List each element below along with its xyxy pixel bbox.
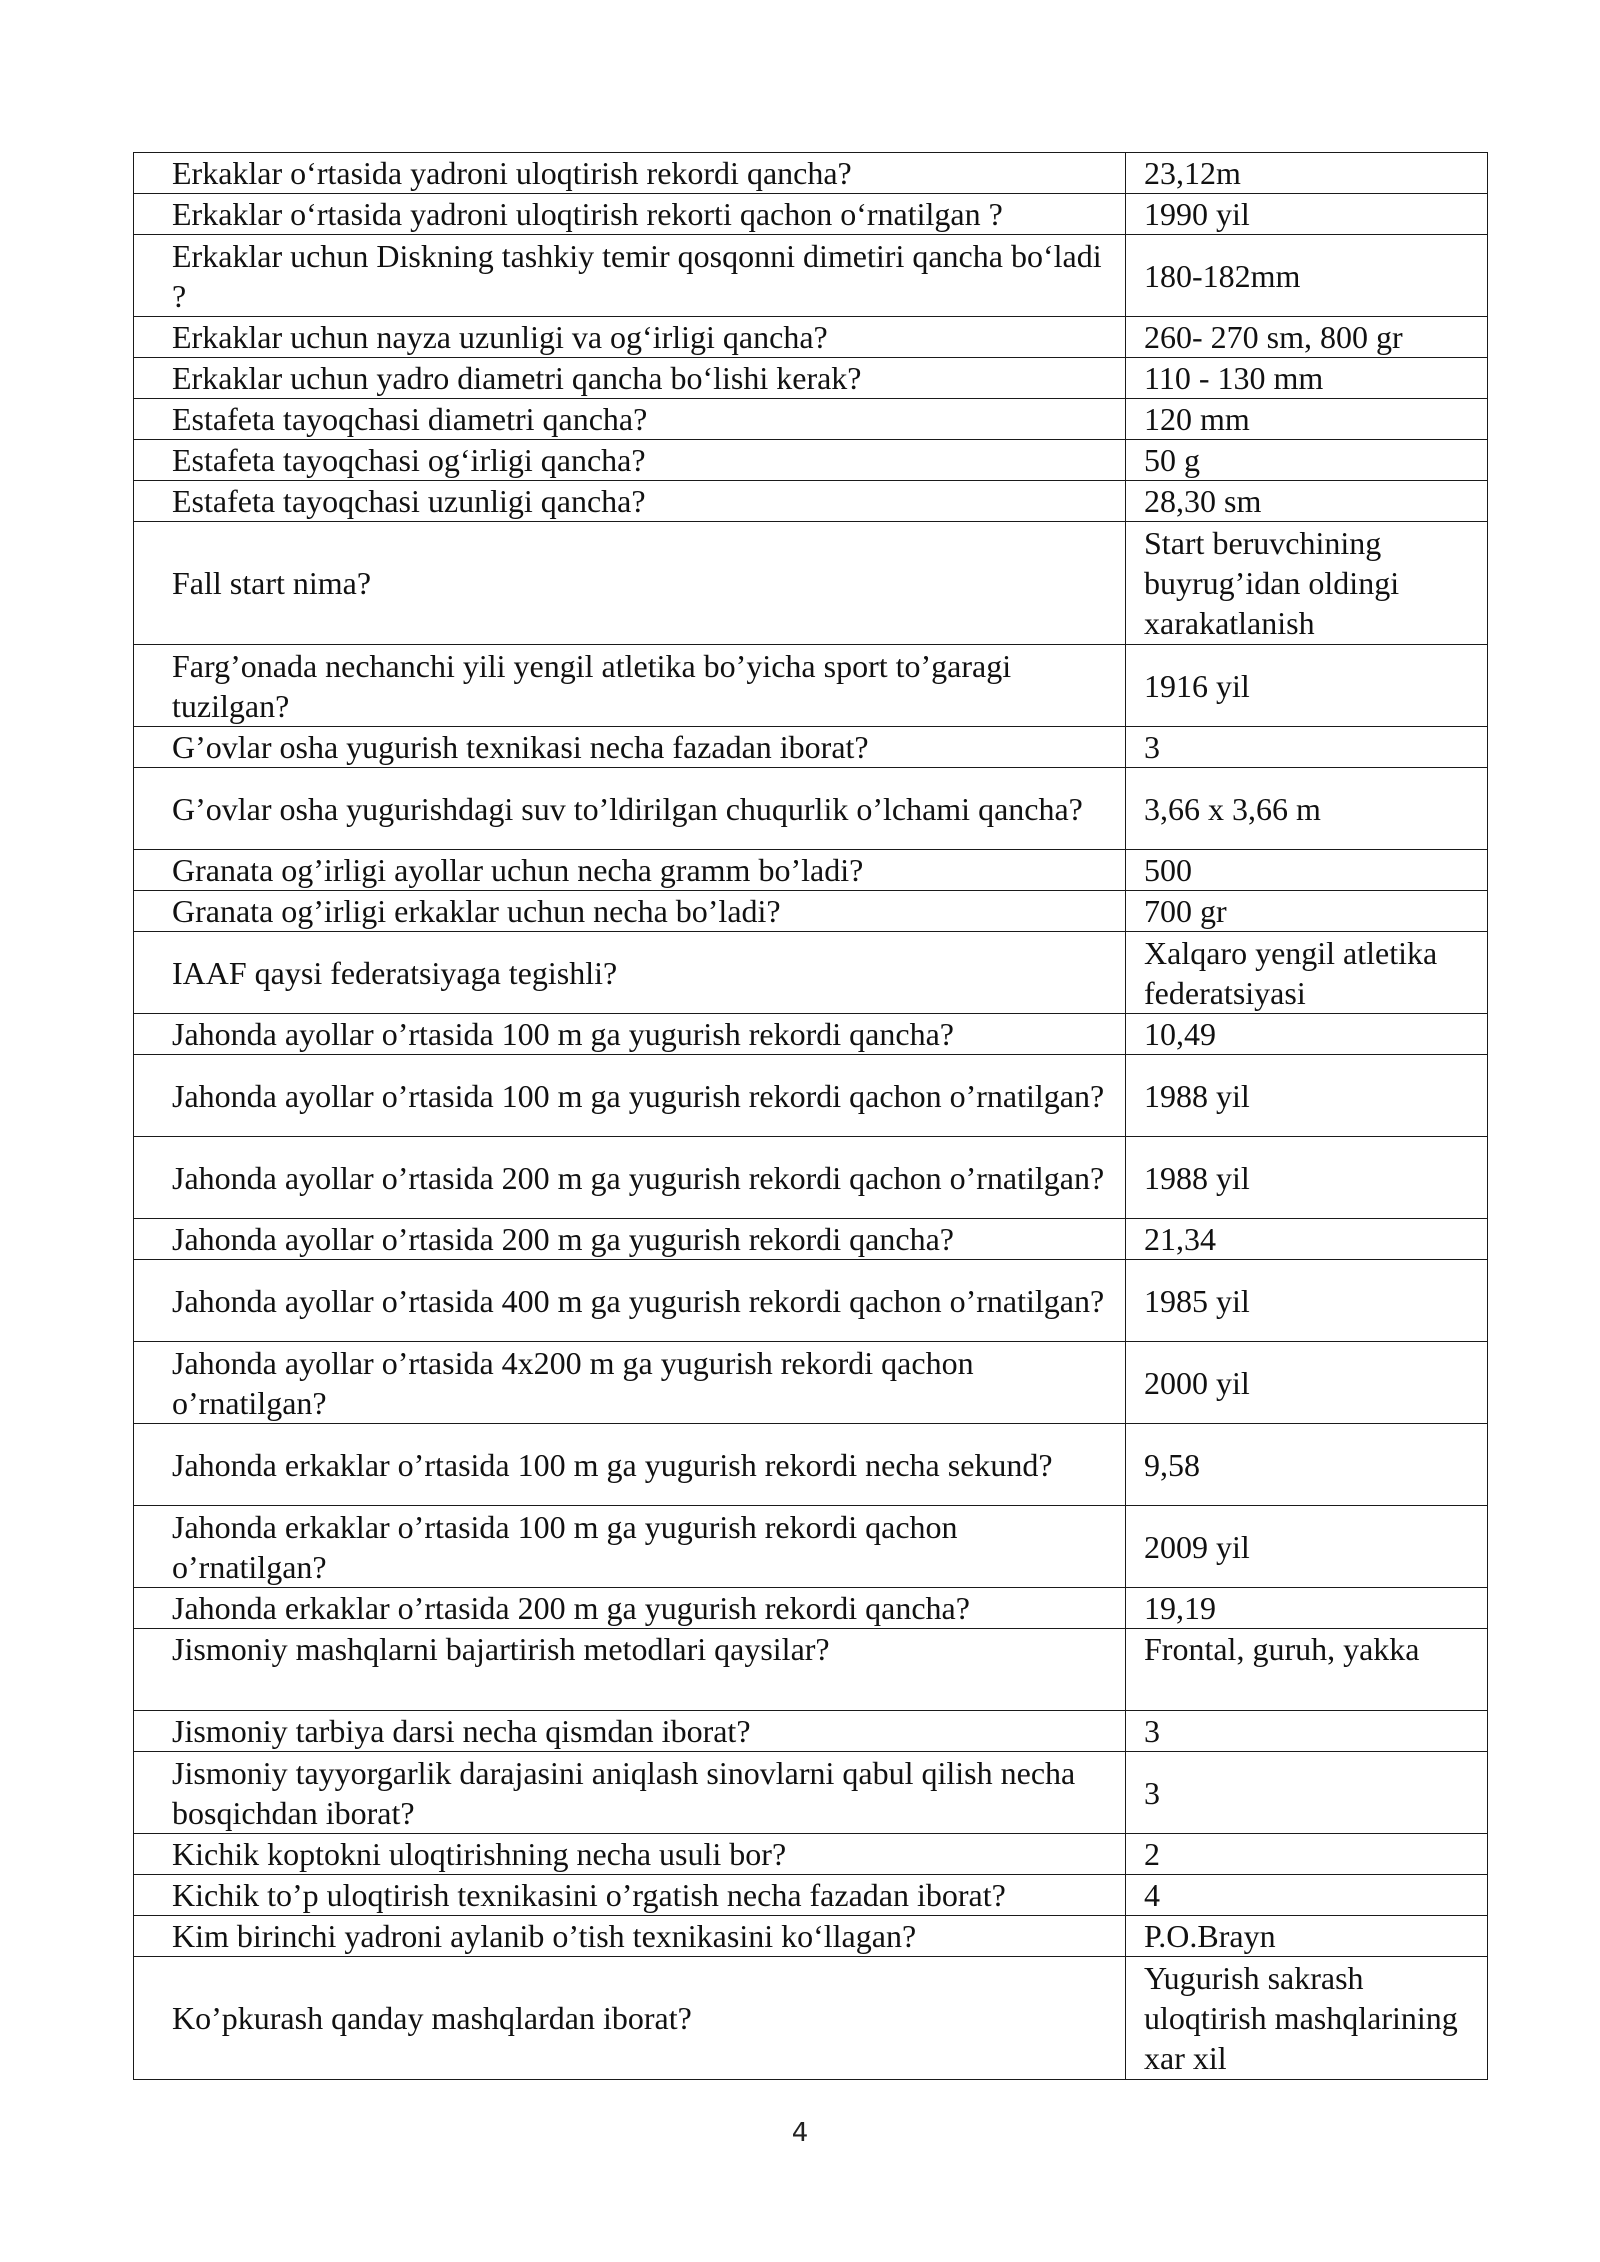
answer-cell: 23,12m xyxy=(1126,153,1488,194)
answer-cell: 4 xyxy=(1126,1875,1488,1916)
question-cell: G’ovlar osha yugurishdagi suv to’ldirilgan chuqurlik o’lchami qancha? xyxy=(134,768,1126,850)
answer-cell: Xalqaro yengil atletika federatsiyasi xyxy=(1126,932,1488,1014)
answer-cell: 28,30 sm xyxy=(1126,481,1488,522)
answer-cell: 50 g xyxy=(1126,440,1488,481)
table-row xyxy=(134,522,1488,645)
table-row xyxy=(134,850,1488,891)
table-row xyxy=(134,481,1488,522)
table-row xyxy=(134,768,1488,850)
answer-cell: 120 mm xyxy=(1126,399,1488,440)
question-cell: Jahonda ayollar o’rtasida 200 m ga yugurish rekordi qancha? xyxy=(134,1219,1126,1260)
table-row xyxy=(134,1055,1488,1137)
table-row xyxy=(134,317,1488,358)
answer-cell: 3 xyxy=(1126,1752,1488,1834)
answer-cell: 10,49 xyxy=(1126,1014,1488,1055)
question-cell: Jahonda ayollar o’rtasida 100 m ga yugurish rekordi qachon o’rnatilgan? xyxy=(134,1055,1126,1137)
answer-cell: Yugurish sakrash uloqtirish mashqlarining xar xil xyxy=(1126,1957,1488,2080)
question-cell: Estafeta tayoqchasi diametri qancha? xyxy=(134,399,1126,440)
question-cell: Granata og’irligi erkaklar uchun necha bo’ladi? xyxy=(134,891,1126,932)
table-row xyxy=(134,153,1488,194)
question-cell: Jahonda ayollar o’rtasida 100 m ga yugurish rekordi qancha? xyxy=(134,1014,1126,1055)
answer-cell: 2 xyxy=(1126,1834,1488,1875)
question-cell: Jahonda ayollar o’rtasida 4x200 m ga yugurish rekordi qachon o’rnatilgan? xyxy=(134,1342,1126,1424)
table-row xyxy=(134,1219,1488,1260)
answer-cell: 1985 yil xyxy=(1126,1260,1488,1342)
question-cell: Granata og’irligi ayollar uchun necha gramm bo’ladi? xyxy=(134,850,1126,891)
question-cell: Erkaklar o‘rtasida yadroni uloqtirish rekorti qachon o‘rnatilgan ? xyxy=(134,194,1126,235)
table-row xyxy=(134,1137,1488,1219)
question-cell: Erkaklar uchun Diskning tashkiy temir qosqonni dimetiri qancha bo‘ladi ? xyxy=(134,235,1126,317)
question-cell: Erkaklar uchun yadro diametri qancha bo‘lishi kerak? xyxy=(134,358,1126,399)
table-row xyxy=(134,1957,1488,2080)
question-cell: Kichik to’p uloqtirish texnikasini o’rgatish necha fazadan iborat? xyxy=(134,1875,1126,1916)
answer-cell: 3 xyxy=(1126,1711,1488,1752)
table-row xyxy=(134,440,1488,481)
table-row xyxy=(134,399,1488,440)
question-cell: Jahonda erkaklar o’rtasida 100 m ga yugurish rekordi necha sekund? xyxy=(134,1424,1126,1506)
answer-cell: 2009 yil xyxy=(1126,1506,1488,1588)
answer-cell: 1916 yil xyxy=(1126,645,1488,727)
question-cell: Jismoniy mashqlarni bajartirish metodlari qaysilar? xyxy=(134,1629,1126,1711)
qa-table-body xyxy=(134,153,1488,2080)
answer-cell: 1988 yil xyxy=(1126,1055,1488,1137)
table-row xyxy=(134,1506,1488,1588)
answer-cell: P.O.Brayn xyxy=(1126,1916,1488,1957)
question-cell: Erkaklar o‘rtasida yadroni uloqtirish rekordi qancha? xyxy=(134,153,1126,194)
question-cell: Jahonda erkaklar o’rtasida 200 m ga yugurish rekordi qancha? xyxy=(134,1588,1126,1629)
answer-cell: 9,58 xyxy=(1126,1424,1488,1506)
answer-cell: 3 xyxy=(1126,727,1488,768)
answer-cell: Start beruvchining buyrug’idan oldingi xarakatlanish xyxy=(1126,522,1488,645)
answer-cell: 110 - 130 mm xyxy=(1126,358,1488,399)
question-cell: Jismoniy tayyorgarlik darajasini aniqlash sinovlarni qabul qilish necha bosqichdan iborat? xyxy=(134,1752,1126,1834)
table-row xyxy=(134,1342,1488,1424)
answer-cell: 1990 yil xyxy=(1126,194,1488,235)
table-row xyxy=(134,1260,1488,1342)
question-cell: Ko’pkurash qanday mashqlardan iborat? xyxy=(134,1957,1126,2080)
question-cell: IAAF qaysi federatsiyaga tegishli? xyxy=(134,932,1126,1014)
answer-cell: 21,34 xyxy=(1126,1219,1488,1260)
table-row xyxy=(134,1752,1488,1834)
answer-cell: 260- 270 sm, 800 gr xyxy=(1126,317,1488,358)
answer-cell: 500 xyxy=(1126,850,1488,891)
table-row xyxy=(134,1875,1488,1916)
question-cell: Erkaklar uchun nayza uzunligi va og‘irligi qancha? xyxy=(134,317,1126,358)
table-row xyxy=(134,194,1488,235)
question-cell: Jahonda erkaklar o’rtasida 100 m ga yugurish rekordi qachon o’rnatilgan? xyxy=(134,1506,1126,1588)
question-cell: Estafeta tayoqchasi uzunligi qancha? xyxy=(134,481,1126,522)
question-cell: Kim birinchi yadroni aylanib o’tish texnikasini ko‘llagan? xyxy=(134,1916,1126,1957)
table-row xyxy=(134,1424,1488,1506)
answer-cell: 700 gr xyxy=(1126,891,1488,932)
question-cell: Estafeta tayoqchasi og‘irligi qancha? xyxy=(134,440,1126,481)
table-row xyxy=(134,932,1488,1014)
answer-cell: Frontal, guruh, yakka xyxy=(1126,1629,1488,1711)
answer-cell: 3,66 x 3,66 m xyxy=(1126,768,1488,850)
table-row xyxy=(134,1711,1488,1752)
table-row xyxy=(134,645,1488,727)
answer-cell: 2000 yil xyxy=(1126,1342,1488,1424)
question-cell: Jahonda ayollar o’rtasida 200 m ga yugurish rekordi qachon o’rnatilgan? xyxy=(134,1137,1126,1219)
table-row xyxy=(134,1629,1488,1711)
question-cell: Fall start nima? xyxy=(134,522,1126,645)
question-cell: Farg’onada nechanchi yili yengil atletika bo’yicha sport to’garagi tuzilgan? xyxy=(134,645,1126,727)
qa-table xyxy=(133,152,1488,2080)
table-row xyxy=(134,358,1488,399)
table-row xyxy=(134,235,1488,317)
table-row xyxy=(134,891,1488,932)
table-row xyxy=(134,1014,1488,1055)
table-row xyxy=(134,727,1488,768)
table-row xyxy=(134,1588,1488,1629)
question-cell: Jismoniy tarbiya darsi necha qismdan iborat? xyxy=(134,1711,1126,1752)
question-cell: G’ovlar osha yugurish texnikasi necha fazadan iborat? xyxy=(134,727,1126,768)
page-number: 4 xyxy=(791,2118,809,2148)
question-cell: Kichik koptokni uloqtirishning necha usuli bor? xyxy=(134,1834,1126,1875)
answer-cell: 19,19 xyxy=(1126,1588,1488,1629)
question-cell: Jahonda ayollar o’rtasida 400 m ga yugurish rekordi qachon o’rnatilgan? xyxy=(134,1260,1126,1342)
table-row xyxy=(134,1916,1488,1957)
answer-cell: 1988 yil xyxy=(1126,1137,1488,1219)
answer-cell: 180-182mm xyxy=(1126,235,1488,317)
table-row xyxy=(134,1834,1488,1875)
